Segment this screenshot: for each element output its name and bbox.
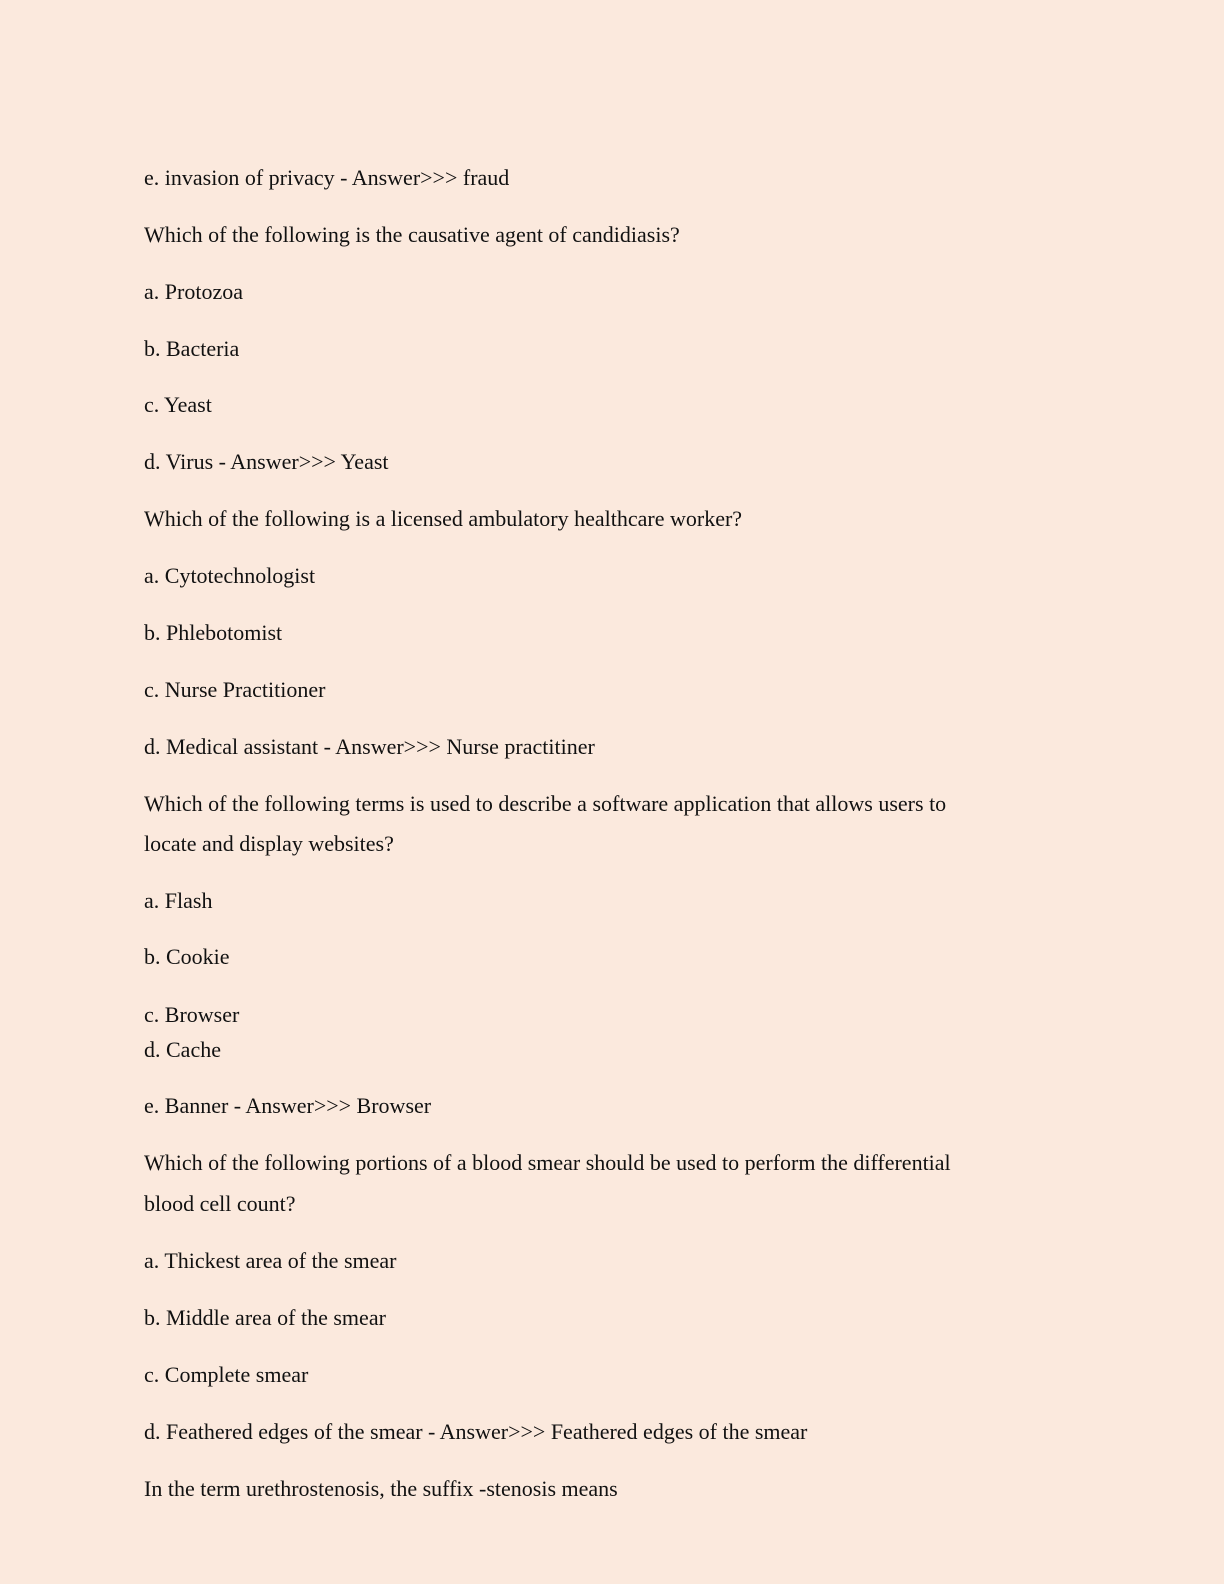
option-line: a. Cytotechnologist xyxy=(144,563,316,588)
option-line: c. Yeast xyxy=(144,392,212,417)
option-line: d. Cache xyxy=(144,1037,221,1062)
option-line: b. Cookie xyxy=(144,944,230,969)
question-line: Which of the following is the causative agent of candidiasis? xyxy=(144,222,680,247)
option-line: c. Nurse Practitioner xyxy=(144,677,326,702)
option-line: a. Thickest area of the smear xyxy=(144,1248,397,1273)
question-line: Which of the following portions of a blood smear should be used to perform the differential xyxy=(144,1150,951,1175)
question-line: Which of the following is a licensed ambulatory healthcare worker? xyxy=(144,506,743,531)
option-line: c. Complete smear xyxy=(144,1362,309,1387)
answer-line: e. invasion of privacy - Answer>>> fraud xyxy=(144,165,510,190)
option-line: a. Flash xyxy=(144,888,213,913)
question-line: In the term urethrostenosis, the suffix -stenosis means xyxy=(144,1476,618,1501)
answer-line: d. Feathered edges of the smear - Answer>>> Feathered edges of the smear xyxy=(144,1419,808,1444)
option-line: b. Phlebotomist xyxy=(144,620,283,645)
answer-line: e. Banner - Answer>>> Browser xyxy=(144,1093,432,1118)
option-line: b. Bacteria xyxy=(144,336,240,361)
answer-line: d. Virus - Answer>>> Yeast xyxy=(144,449,389,474)
answer-line: d. Medical assistant - Answer>>> Nurse practitiner xyxy=(144,734,595,759)
question-line: blood cell count? xyxy=(144,1191,296,1216)
option-line: c. Browser xyxy=(144,1002,240,1027)
question-line: Which of the following terms is used to describe a software application that allows users to xyxy=(144,791,947,816)
question-line: locate and display websites? xyxy=(144,831,394,856)
option-line: a. Protozoa xyxy=(144,279,243,304)
option-line: b. Middle area of the smear xyxy=(144,1305,386,1330)
